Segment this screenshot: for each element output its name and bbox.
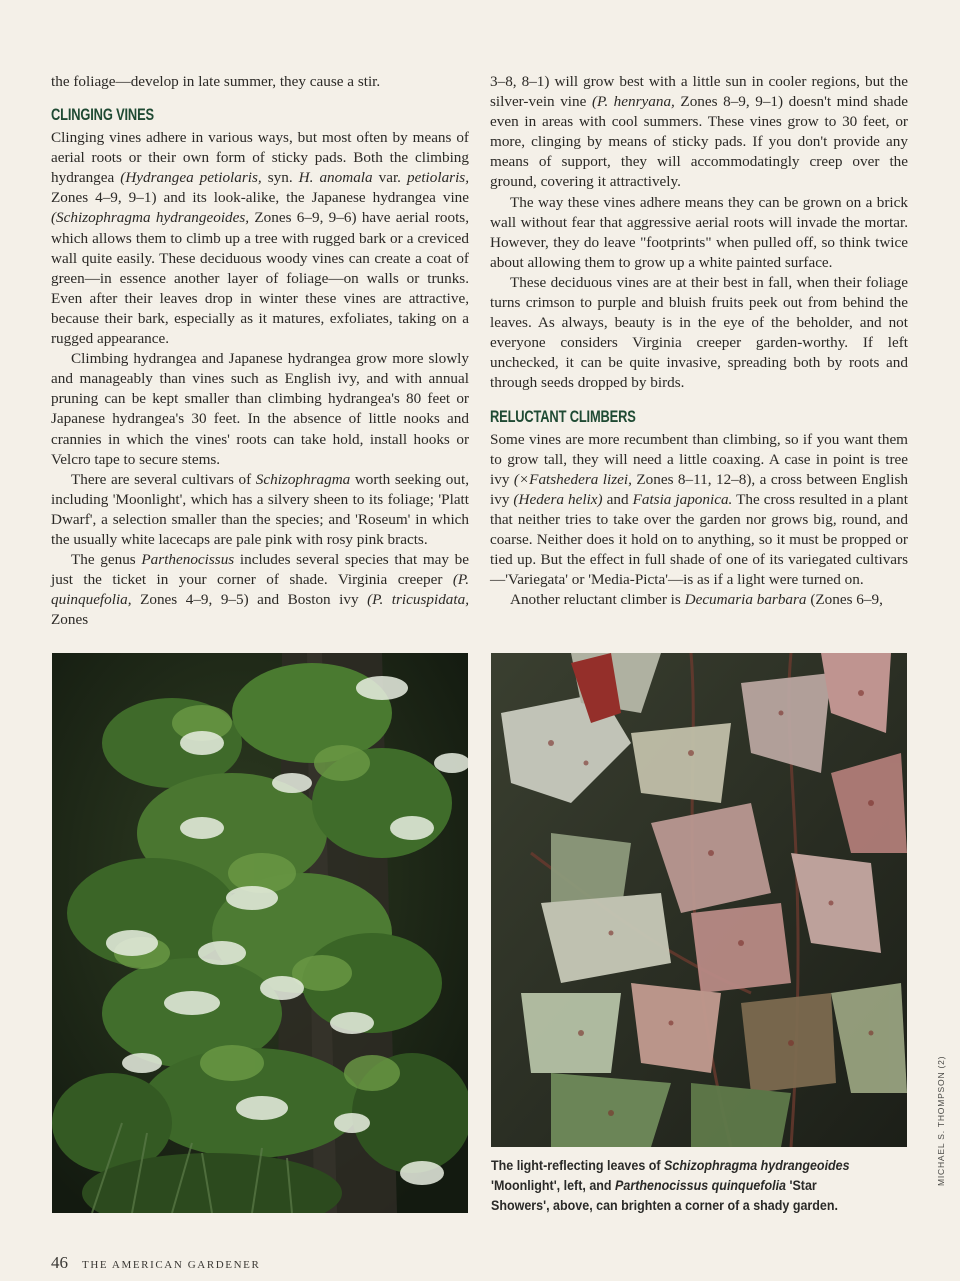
- paragraph: 3–8, 8–1) will grow best with a little sun in cooler regions, but the silver-vein vine (P. henryana, Zones 8–9, 9–1) doesn't mind shade even in areas with cool summers. These vines grow to 30 feet, or more, clinging by means of sticky pads. If you don't provide any means of support, they will accommodatingly creep over the ground, covering it attractively.: [490, 73, 908, 191]
- paragraph: The way these vines adhere means they can be grown on a brick wall without fear that aggressive aerial roots will invade the mortar. However, they do leave "footprints" when pulled off, so think twice about allowing them to grow up a white painted surface.: [490, 193, 908, 271]
- left-text-column: [51, 72, 469, 630]
- paragraph: These deciduous vines are at their best in fall, when their foliage turns crimson to purple and bluish fruits peek out from behind the leaves. As always, beauty is in the eye of the beholder, and not everyone considers Virginia creeper garden-worthy. If left unchecked, it can be quite invasive, spreading both by roots and through seeds dropped by birds.: [490, 273, 908, 392]
- paragraph: The genus Parthenocissus includes several species that may be just the ticket in your corner of shade. Virginia creeper (P. quinquefolia, Zones 4–9, 9–5) and Boston ivy (P. tricuspidata, Zones: [51, 551, 470, 629]
- photo-caption: The light-reflecting leaves of Schizophragma hydrangeoides 'Moonlight', left, and Parthenocissus quinquefolia 'Star Showers', above, can brighten a corner of a shady garden.: [491, 1158, 850, 1213]
- page-footer: [51, 1253, 260, 1273]
- paragraph: Another reluctant climber is Decumaria barbara (Zones 6–9,: [510, 591, 883, 609]
- page-number: 46: [51, 1253, 68, 1272]
- magazine-title: THE AMERICAN GARDENER: [82, 1259, 261, 1271]
- paragraph: There are several cultivars of Schizophragma worth seeking out, including 'Moonlight', which has a silvery sheen to its foliage; 'Platt Dwarf', a selection smaller than the species; and 'Roseum' in which the usually white lacecaps are pale pink with rosy pink bracts.: [51, 470, 470, 548]
- section-heading-reluctant-climbers: RELUCTANT CLIMBERS: [490, 407, 636, 426]
- right-text-column: [490, 72, 908, 610]
- virginia-creeper-photo: [491, 653, 907, 1147]
- paragraph: Clinging vines adhere in various ways, but most often by means of aerial roots or their own form of sticky pads. Both the climbing hydrangea (Hydrangea petiolaris, syn. H. anomala var. petiolaris, Zones 4–9, 9–1) and its look-alike, the Japanese hydrangea vine (Schizophragma hydrangeoides, Zones 6–9, 9–6) have aerial roots, which allows them to climb up a tree with rugged bark or a creviced wall quite easily. These deciduous woody vines can create a coat of green—in essence another layer of foliage—on walls or trunks. Even after their leaves drop in winter these vines are attractive, because their bark, especially as it matures, exfoliates, taking on a rugged appearance.: [51, 129, 470, 348]
- paragraph: Some vines are more recumbent than climbing, so if you want them to grow tall, they will need a little coaxing. A case in point is tree ivy (×Fatshedera lizei, Zones 8–11, 12–8), a cross between English ivy (Hedera helix) and Fatsia japonica. The cross resulted in a plant that neither tries to take over the garden nor grows big, round, and coarse. Neither does it hold on to anything, so it must be propped or tied up. But the effect in full shade of one of its variegated cultivars—'Variegata' or 'Media-Picta'—is as if a light were turned on.: [490, 430, 908, 589]
- photo-credit: MICHAEL S. THOMPSON (2): [936, 1055, 946, 1186]
- hydrangea-vine-photo: [52, 653, 468, 1213]
- section-heading-clinging-vines: CLINGING VINES: [51, 106, 154, 125]
- paragraph: Climbing hydrangea and Japanese hydrangea grow more slowly and manageably than vines such as English ivy, and with annual pruning can be kept smaller than climbing hydrangea's 80 feet or Japanese hydrangea's 30 feet. In the absence of little nooks and crannies in which the vines' roots can take hold, install hooks or Velcro tape to secure stems.: [51, 350, 469, 468]
- paragraph: the foliage—develop in late summer, they cause a stir.: [51, 73, 381, 90]
